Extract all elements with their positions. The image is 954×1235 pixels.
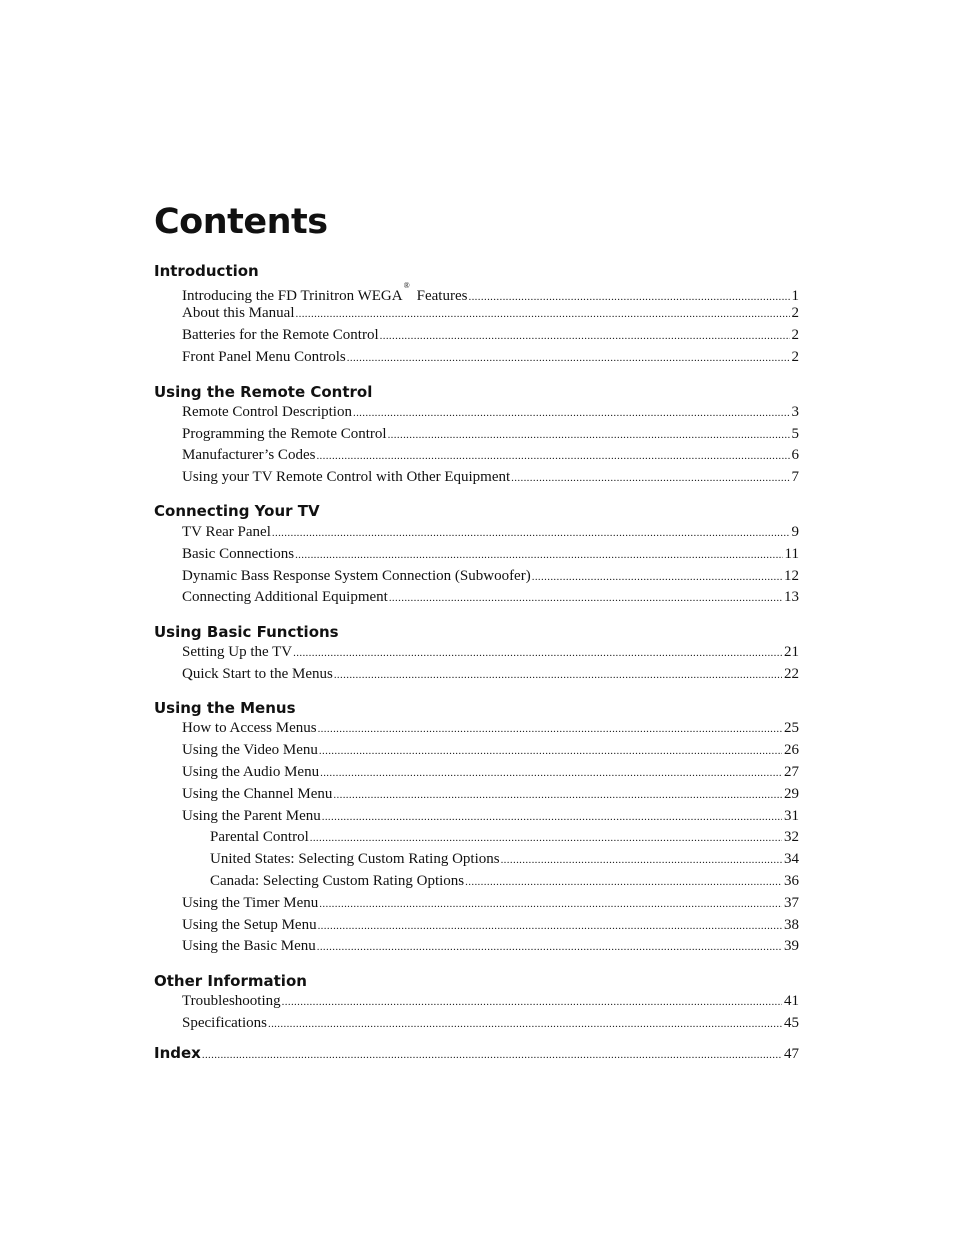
page-number: 47 [784, 1046, 799, 1062]
dot-leader [319, 741, 782, 761]
dot-leader [333, 785, 782, 805]
page-number: 26 [784, 742, 799, 758]
toc-entry-video-menu[interactable]: Using the Video Menu . . . 26 [182, 740, 799, 760]
dot-leader [316, 446, 789, 466]
dot-leader [320, 763, 782, 783]
dot-leader [388, 425, 790, 445]
section-heading-introduction: Introduction [154, 262, 259, 280]
page-number: 36 [784, 873, 799, 889]
dot-leader [282, 992, 782, 1012]
page-number: 45 [784, 1015, 799, 1031]
section-heading-remote-control: Using the Remote Control [154, 383, 373, 401]
toc-entry-audio-menu[interactable]: Using the Audio Menu . . . 27 [182, 762, 799, 782]
dot-leader [293, 643, 782, 663]
toc-entry-basic-menu[interactable]: Using the Basic Menu . . . 39 [182, 936, 799, 956]
toc-entry-us-custom-rating[interactable]: United States: Selecting Custom Rating Options . . . 34 [210, 849, 799, 869]
toc-entry-troubleshooting[interactable]: Troubleshooting . . . 41 [182, 991, 799, 1011]
page-number: 13 [784, 589, 799, 605]
toc-entry-setting-up-tv[interactable]: Setting Up the TV . . . 21 [182, 642, 799, 662]
page-number: 5 [791, 426, 799, 442]
page-number: 38 [784, 917, 799, 933]
page-number: 9 [791, 524, 799, 540]
toc-entry-canada-custom-rating[interactable]: Canada: Selecting Custom Rating Options . . . 36 [210, 871, 799, 891]
dot-leader [319, 894, 782, 914]
page-number: 2 [791, 327, 799, 343]
page-number: 22 [784, 666, 799, 682]
toc-entry-about-this-manual[interactable]: About this Manual . . . 2 [182, 303, 799, 323]
page-number: 37 [784, 895, 799, 911]
page-number: 7 [791, 469, 799, 485]
section-heading-connecting-your-tv: Connecting Your TV [154, 502, 320, 520]
toc-entry-basic-connections[interactable]: Basic Connections . . . 11 [182, 544, 799, 564]
toc-entry-timer-menu[interactable]: Using the Timer Menu . . . 37 [182, 893, 799, 913]
page-number: 2 [791, 305, 799, 321]
toc-entry-other-equipment[interactable]: Using your TV Remote Control with Other Equipment . . . 7 [182, 467, 799, 487]
dot-leader [511, 468, 789, 488]
dot-leader [334, 665, 782, 685]
page-title: Contents [154, 202, 328, 242]
toc-entry-batteries[interactable]: Batteries for the Remote Control . . . 2 [182, 325, 799, 345]
dot-leader [347, 348, 790, 368]
toc-entry-setup-menu[interactable]: Using the Setup Menu . . . 38 [182, 915, 799, 935]
toc-entry-remote-control-description[interactable]: Remote Control Description . . . 3 [182, 402, 799, 422]
page-number: 41 [784, 993, 799, 1009]
toc-entry-how-to-access-menus[interactable]: How to Access Menus . . . 25 [182, 718, 799, 738]
toc-entry-fd-trinitron-features[interactable]: Introducing the FD Trinitron WEGA®Features . . . 1 [182, 282, 799, 302]
page-number: 25 [784, 720, 799, 736]
page-number: 32 [784, 829, 799, 845]
toc-entry-parental-control[interactable]: Parental Control . . . 32 [210, 827, 799, 847]
toc-entry-front-panel-menu-controls[interactable]: Front Panel Menu Controls . . . 2 [182, 347, 799, 367]
page-number: 34 [784, 851, 799, 867]
page-number: 29 [784, 786, 799, 802]
page-number: 1 [791, 288, 799, 304]
dot-leader [310, 828, 782, 848]
dot-leader [318, 719, 782, 739]
section-heading-using-the-menus: Using the Menus [154, 699, 296, 717]
dot-leader [353, 403, 790, 423]
section-heading-other-information: Other Information [154, 972, 307, 990]
page-number: 3 [791, 404, 799, 420]
toc-entry-tv-rear-panel[interactable]: TV Rear Panel . . . 9 [182, 522, 799, 542]
page-number: 27 [784, 764, 799, 780]
toc-entry-additional-equipment[interactable]: Connecting Additional Equipment . . . 13 [182, 587, 799, 607]
page-number: 2 [791, 349, 799, 365]
dot-leader [202, 1045, 782, 1065]
toc-entry-programming-remote[interactable]: Programming the Remote Control . . . 5 [182, 424, 799, 444]
dot-leader [296, 304, 790, 324]
page-number: 21 [784, 644, 799, 660]
toc-entry-manufacturer-codes[interactable]: Manufacturer’s Codes . . . 6 [182, 445, 799, 465]
dot-leader [318, 916, 782, 936]
toc-entry-specifications[interactable]: Specifications . . . 45 [182, 1013, 799, 1033]
toc-entry-channel-menu[interactable]: Using the Channel Menu . . . 29 [182, 784, 799, 804]
page-number: 39 [784, 938, 799, 954]
page-number: 11 [784, 546, 799, 562]
section-heading-basic-functions: Using Basic Functions [154, 623, 339, 641]
toc-entry-dynamic-bass[interactable]: Dynamic Bass Response System Connection (Subwoofer) . . . 12 [182, 566, 799, 586]
dot-leader [501, 850, 782, 870]
dot-leader [272, 523, 790, 543]
dot-leader [322, 807, 782, 827]
dot-leader [389, 588, 782, 608]
page-number: 6 [791, 447, 799, 463]
toc-entry-parent-menu[interactable]: Using the Parent Menu . . . 31 [182, 806, 799, 826]
dot-leader [532, 567, 782, 587]
registered-mark: ® [403, 281, 410, 290]
dot-leader [380, 326, 790, 346]
dot-leader [295, 545, 782, 565]
page-number: 31 [784, 808, 799, 824]
toc-entry-quick-start[interactable]: Quick Start to the Menus . . . 22 [182, 664, 799, 684]
dot-leader [317, 937, 782, 957]
page-number: 12 [784, 568, 799, 584]
toc-entry-index[interactable]: Index . . . 47 [154, 1043, 799, 1063]
dot-leader [465, 872, 782, 892]
dot-leader [268, 1014, 782, 1034]
